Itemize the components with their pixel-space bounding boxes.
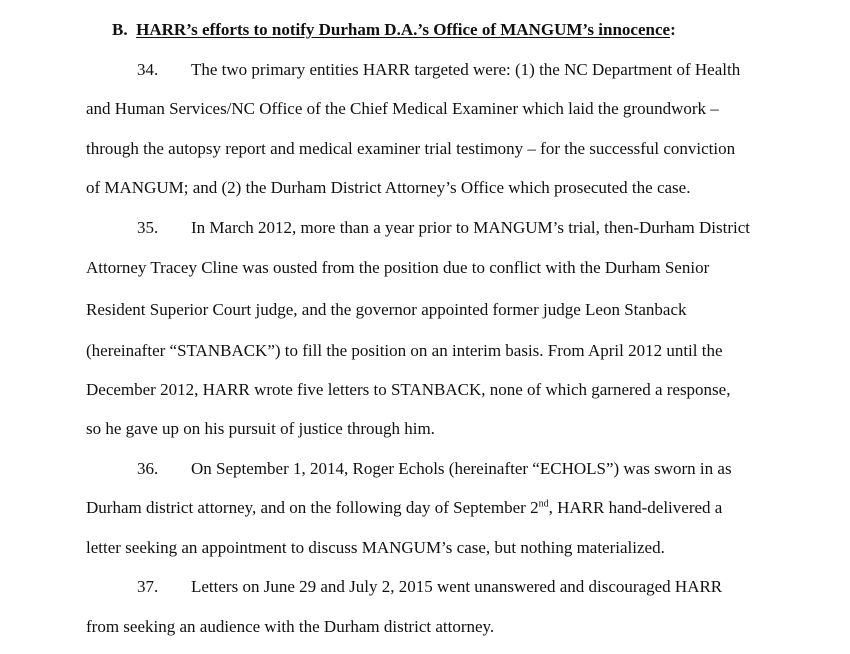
paragraph-line: Attorney Tracey Cline was ousted from the position due to conflict with the Durham Senior xyxy=(86,258,710,277)
paragraph-line: The two primary entities HARR targeted were: (1) the NC Department of Health xyxy=(191,60,741,79)
paragraph-line: (hereinafter “STANBACK”) to fill the position on an interim basis. From April 2012 until the xyxy=(86,341,723,360)
paragraph-line: from seeking an audience with the Durham district attorney. xyxy=(86,617,495,636)
paragraph-number: 34. xyxy=(137,60,159,79)
paragraph-number: 35. xyxy=(137,218,159,237)
line-text: Durham district attorney, and on the following day of September 2 xyxy=(86,498,539,517)
paragraph-line xyxy=(86,498,722,518)
paragraph-line: December 2012, HARR wrote five letters to STANBACK, none of which garnered a response, xyxy=(86,380,731,399)
line-text: , HARR hand-delivered a xyxy=(548,498,723,517)
paragraph-line: In March 2012, more than a year prior to MANGUM’s trial, then-Durham District xyxy=(191,218,750,237)
section-letter: B. xyxy=(112,20,128,39)
paragraph-line: and Human Services/NC Office of the Chief Medical Examiner which laid the groundwork – xyxy=(86,99,719,118)
ordinal-suffix: nd xyxy=(538,498,549,510)
paragraph-line: Letters on June 29 and July 2, 2015 went unanswered and discouraged HARR xyxy=(191,577,723,596)
paragraph-line: so he gave up on his pursuit of justice through him. xyxy=(86,419,435,438)
paragraph-number: 36. xyxy=(137,459,159,478)
paragraph-line: through the autopsy report and medical examiner trial testimony – for the successful conviction xyxy=(86,139,736,158)
paragraph-line: letter seeking an appointment to discuss MANGUM’s case, but nothing materialized. xyxy=(86,538,665,557)
paragraph-line: On September 1, 2014, Roger Echols (hereinafter “ECHOLS”) was sworn in as xyxy=(191,459,732,478)
paragraph-line: of MANGUM; and (2) the Durham District Attorney’s Office which prosecuted the case. xyxy=(86,178,691,197)
section-colon: : xyxy=(670,20,676,39)
section-title: HARR’s efforts to notify Durham D.A.’s Office of MANGUM’s innocence xyxy=(136,20,671,39)
paragraph-number: 37. xyxy=(137,577,159,596)
section-heading xyxy=(112,20,676,40)
paragraph-line: Resident Superior Court judge, and the governor appointed former judge Leon Stanback xyxy=(86,300,687,319)
